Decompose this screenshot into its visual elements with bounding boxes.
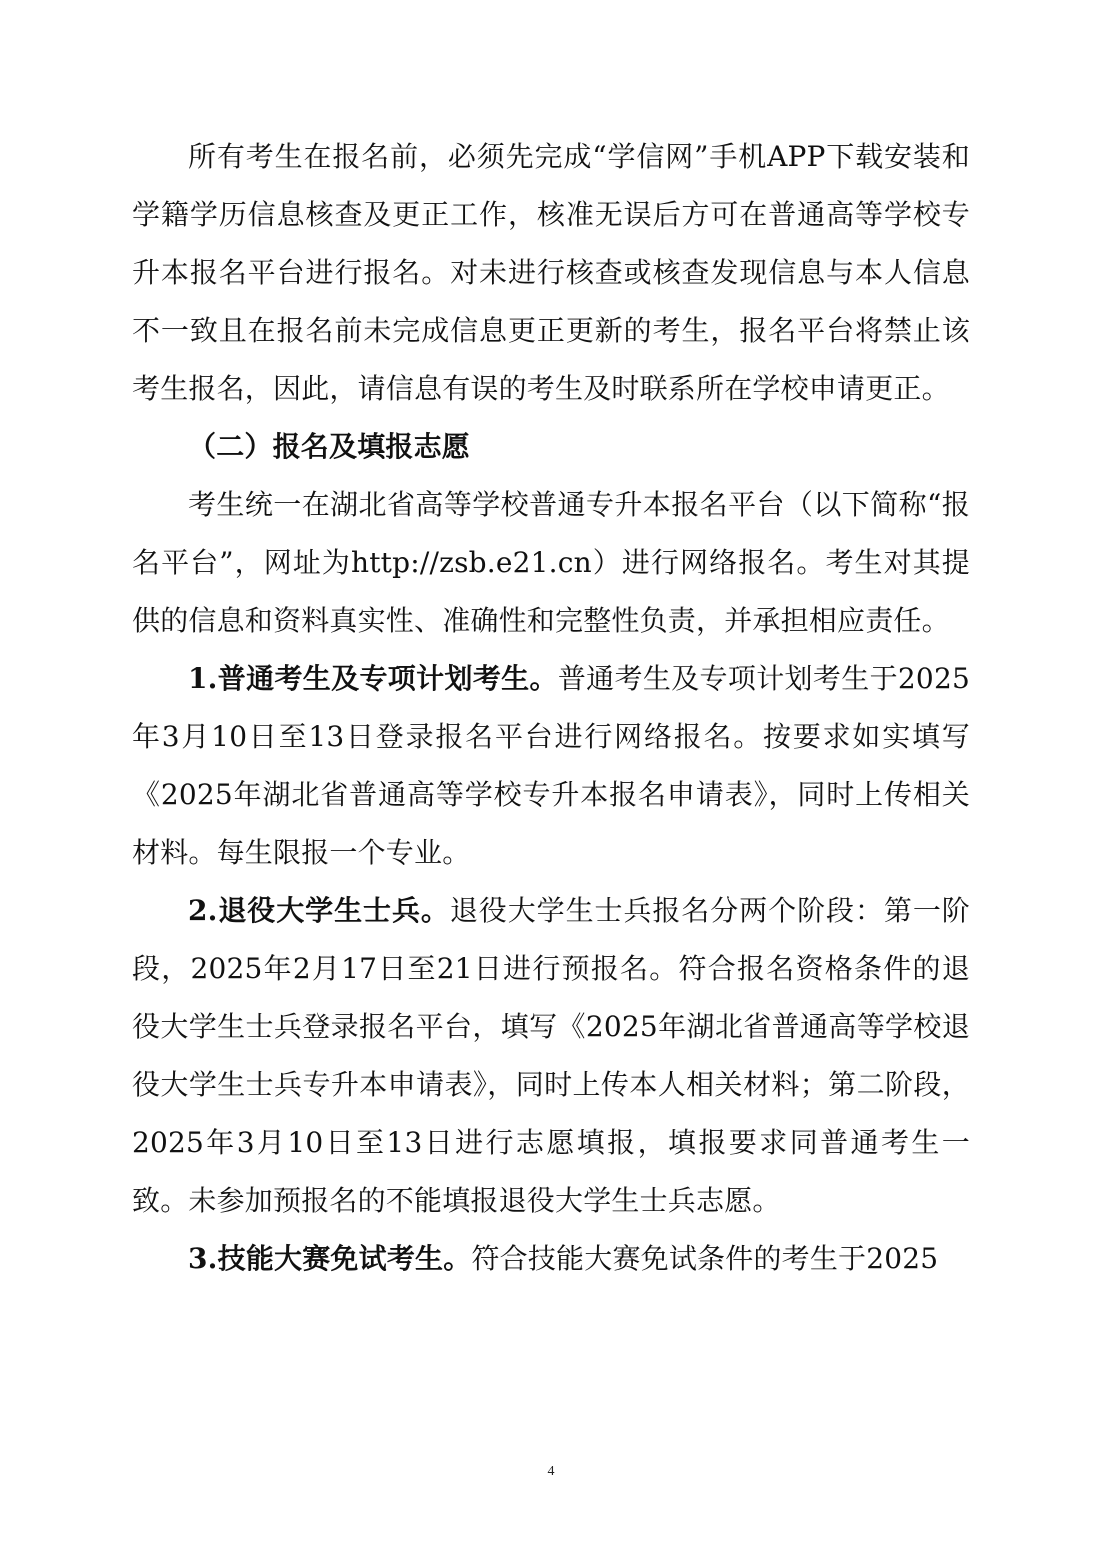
paragraph-registration-platform (132, 476, 970, 650)
paragraph-text: 所有考生在报名前，必须先完成“学信网”手机APP下载安装和学籍学历信息核查及更正工作，核准无误后方可在普通高等学校专升本报名平台进行报名。对未进行核查或核查发现信息与本人信息不一致且在报名前未完成信息更正更新的考生，报名平台将禁止该考生报名，因此，请信息有误的考生及时联系所在学校申请更正。 (132, 140, 970, 405)
paragraph-text: 符合技能大赛免试条件的考生于2025 (471, 1242, 939, 1275)
paragraph-regular-candidates (132, 650, 970, 882)
heading-text: （二）报名及填报志愿 (188, 430, 471, 463)
paragraph-lead: 3.技能大赛免试考生。 (188, 1242, 472, 1275)
paragraph-lead: 1.普通考生及专项计划考生。 (188, 662, 558, 695)
section-heading-registration (132, 418, 970, 476)
paragraph-text: 考生统一在湖北省高等学校普通专升本报名平台（以下简称“报名平台”，网址为http://zsb.e21.cn）进行网络报名。考生对其提供的信息和资料真实性、准确性和完整性负责，并承担相应责任。 (132, 488, 970, 637)
paragraph-verification-requirement (132, 128, 970, 418)
paragraph-text: 普通考生及专项计划考生于2025年3月10日至13日登录报名平台进行网络报名。按要求如实填写《2025年湖北省普通高等学校专升本报名申请表》，同时上传相关材料。每生限报一个专业。 (132, 662, 970, 869)
paragraph-lead: 2.退役大学生士兵。 (188, 894, 450, 927)
page-number: 4 (547, 1464, 555, 1479)
document-body (132, 128, 970, 1288)
paragraph-veteran-students (132, 882, 970, 1230)
paragraph-text: 退役大学生士兵报名分两个阶段：第一阶段，2025年2月17日至21日进行预报名。符合报名资格条件的退役大学生士兵登录报名平台，填写《2025年湖北省普通高等学校退役大学生士兵专升本申请表》，同时上传本人相关材料；第二阶段，2025年3月10日至13日进行志愿填报，填报要求同普通考生一致。未参加预报名的不能填报退役大学生士兵志愿。 (132, 894, 971, 1217)
paragraph-skills-competition (132, 1230, 970, 1288)
